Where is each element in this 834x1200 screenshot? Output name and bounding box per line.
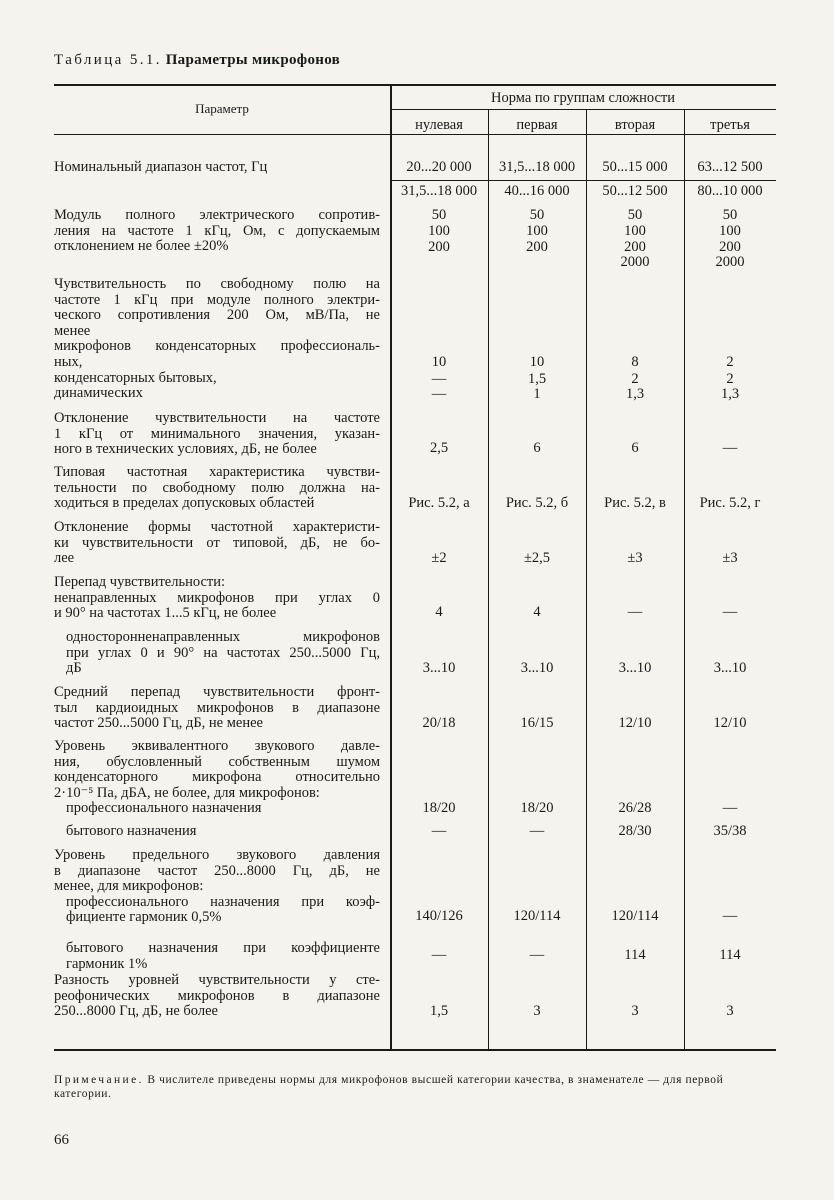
table-cell-value: 50 (627, 207, 643, 223)
parameter-line: и 90° на частотах 1...5 кГц, не более (54, 605, 277, 622)
parameter-line: бытового назначения (66, 823, 197, 839)
table-row-parameter (54, 575, 380, 622)
table-cell-value: — (722, 440, 738, 456)
table-cell-value: 1,3 (720, 386, 740, 402)
table-cell-value: 200 (428, 239, 450, 255)
table-cell-value: 114 (624, 947, 646, 963)
table-note (54, 1073, 776, 1101)
table-row-parameter (54, 630, 380, 677)
parameter-line: ческого сопротивления 200 Ом, мВ/Па, не (54, 307, 380, 324)
table-cell-value: — (722, 604, 738, 620)
parameter-line: частоте 1 кГц при модуле полного электри- (54, 291, 380, 308)
parameter-line: конденсаторных бытовых, (54, 369, 217, 386)
parameter-line: ки чувствительности от типовой, дБ, не бо- (54, 534, 380, 551)
parameter-line: менее (54, 322, 91, 339)
group-column-header: Норма по группам сложности (490, 90, 676, 106)
table-title: Параметры микрофонов (165, 52, 341, 68)
table-cell-value: 1 (533, 386, 541, 402)
parameter-line: частот 250...5000 Гц, дБ, не менее (54, 715, 263, 732)
column-header-third: третья (710, 117, 750, 133)
table-row-parameter (54, 685, 380, 732)
table-cell-value: — (722, 800, 738, 816)
table-row-parameter (54, 465, 380, 512)
table-cell-value: 31,5...18 000 (498, 159, 576, 175)
parameter-line: отклонением не более ±20% (54, 238, 229, 255)
table-cell-value: 18/20 (422, 800, 456, 816)
parameter-line: реофонических микрофонов в диапазоне (54, 987, 380, 1004)
table-row-parameter (54, 411, 380, 458)
parameter-line: менее, для микрофонов: (54, 878, 204, 895)
table-cell-value: 200 (719, 239, 741, 255)
table-cell-value: Рис. 5.2, б (505, 495, 569, 511)
table-cell-value: 2 (631, 371, 639, 387)
table-cell-value: 140/126 (415, 908, 463, 924)
parameter-line: Разность уровней чувствительности у сте- (54, 972, 380, 988)
table-cell-value: 50...15 000 (602, 159, 668, 175)
table-cell-value: 20...20 000 (406, 159, 472, 175)
table-cell-value: 120/114 (611, 908, 659, 924)
table-number: Таблица 5.1. (54, 52, 162, 68)
table-cell-value: 50 (529, 207, 545, 223)
parameter-column-header: Параметр (195, 101, 249, 116)
table-cell-value: 2 (726, 371, 734, 387)
parameter-line: фициенте гармоник 0,5% (66, 909, 222, 926)
table-row-parameter (54, 739, 380, 817)
table-row-parameter (54, 824, 380, 840)
table-cell-value: 1,5 (527, 371, 547, 387)
table-cell-value: 50 (722, 207, 738, 223)
table-cell-value: 20/18 (422, 715, 456, 731)
table-cell-value: 3...10 (713, 660, 747, 676)
table-row-parameter (54, 848, 380, 926)
table-cell-value: 114 (719, 947, 741, 963)
table-cell-value: 16/15 (520, 715, 554, 731)
table-cell-value: 100 (624, 223, 646, 239)
table-cell-value: 35/38 (713, 823, 747, 839)
table-cell-value: 50 (431, 207, 447, 223)
table-cell-value: ±2,5 (523, 550, 551, 566)
parameter-line: Номинальный диапазон частот, Гц (54, 159, 268, 175)
group-header-rule (390, 109, 776, 110)
table-cell-value: 6 (631, 440, 639, 456)
table-cell-value: 31,5...18 000 (400, 183, 478, 199)
header-bottom-rule (54, 134, 776, 135)
table-cell-value: 26/28 (618, 800, 652, 816)
table-cell-value: — (431, 947, 447, 963)
table-cell-value: — (529, 947, 545, 963)
parameter-line: Уровень эквивалентного звукового давле- (54, 738, 380, 754)
parameter-line: Отклонение чувствительности на частоте (54, 410, 380, 426)
table-row-parameter (54, 973, 380, 1020)
table-cell-value: 40...16 000 (504, 183, 570, 199)
table-cell-value: 12/10 (713, 715, 747, 731)
table-cell-value: 4 (533, 604, 541, 620)
table-cell-value: ±3 (722, 550, 738, 566)
parameter-line: 250...8000 Гц, дБ, не более (54, 1003, 218, 1020)
parameter-line: ных, (54, 353, 83, 370)
parameter-line: 1 кГц от минимального значения, указан- (54, 425, 380, 442)
parameter-line: лее (54, 550, 75, 567)
table-cell-value: 8 (631, 354, 639, 370)
parameter-line: профессионального назначения при коэф- (66, 893, 380, 910)
parameter-line: при углах 0 и 90° на частотах 250...5000 Гц, (66, 644, 380, 661)
table-cell-value: Рис. 5.2, г (699, 495, 761, 511)
table-cell-value: ±2 (431, 550, 447, 566)
range-row-rule (390, 180, 776, 181)
table-cell-value: 4 (435, 604, 443, 620)
note-lead: Примечание. (54, 1074, 144, 1086)
table-cell-value: — (722, 908, 738, 924)
table-cell-value: 3 (631, 1003, 639, 1019)
table-cell-value: 3...10 (520, 660, 554, 676)
parameter-line: Средний перепад чувствительности фронт- (54, 684, 380, 700)
table-cell-value: 2 (726, 354, 734, 370)
table-cell-value: 100 (428, 223, 450, 239)
table-row-parameter (54, 277, 380, 402)
parameter-line: микрофонов конденсаторных профессиональ- (54, 338, 380, 355)
table-caption (54, 52, 340, 69)
table-row-parameter (54, 941, 380, 972)
parameter-line: тельности по свободному полю должна на- (54, 479, 380, 496)
table-cell-value: Рис. 5.2, а (408, 495, 470, 511)
parameter-line: 2·10⁻⁵ Па, дБА, не более, для микрофонов: (54, 784, 320, 801)
parameter-line: ходиться в пределах допусковых областей (54, 495, 315, 512)
parameter-line: Уровень предельного звукового давления (54, 847, 380, 863)
parameter-line: односторонненаправленных микрофонов (66, 629, 380, 645)
table-cell-value: 28/30 (618, 823, 652, 839)
parameter-line: в диапазоне частот 250...8000 Гц, дБ, не (54, 862, 380, 879)
table-cell-value: 10 (529, 354, 545, 370)
parameter-line: Отклонение формы частотной характеристи- (54, 519, 380, 535)
table-cell-value: 63...12 500 (697, 159, 763, 175)
table-cell-value: 120/114 (513, 908, 561, 924)
table-cell-value: — (431, 371, 447, 387)
table-cell-value: 50...12 500 (602, 183, 668, 199)
parameter-line: ного в технических условиях, дБ, не более (54, 441, 317, 458)
parameter-line: бытового назначения при коэффициенте (66, 940, 380, 956)
column-header-zero: нулевая (415, 117, 463, 133)
table-cell-value: — (627, 604, 643, 620)
table-cell-value: ±3 (627, 550, 643, 566)
parameter-line: ления на частоте 1 кГц, Ом, с допускаемым (54, 222, 380, 239)
table-cell-value: — (529, 823, 545, 839)
table-cell-value: 80...10 000 (697, 183, 763, 199)
table-row-parameter (54, 160, 380, 176)
parameter-line: дБ (66, 660, 82, 677)
table-cell-value: 3 (726, 1003, 734, 1019)
table-cell-value: 200 (624, 239, 646, 255)
page-number: 66 (54, 1132, 69, 1148)
table-cell-value: 18/20 (520, 800, 554, 816)
parameter-line: тыл кардиоидных микрофонов в диапазоне (54, 699, 380, 716)
table-cell-value: 2000 (620, 254, 650, 270)
parameter-line: гармоник 1% (66, 955, 148, 972)
table-cell-value: 1,5 (429, 1003, 449, 1019)
table-cell-value: 10 (431, 354, 447, 370)
table-row-parameter (54, 208, 380, 255)
table-cell-value: 200 (526, 239, 548, 255)
table-row-parameter (54, 520, 380, 567)
table-cell-value: Рис. 5.2, в (604, 495, 666, 511)
parameter-line: конденсаторного микрофона относительно (54, 769, 380, 786)
table-cell-value: 100 (719, 223, 741, 239)
table-cell-value: — (431, 386, 447, 402)
parameter-line: профессионального назначения (66, 800, 262, 817)
parameter-line: Типовая частотная характеристика чувстви- (54, 464, 380, 480)
parameter-line: Чувствительность по свободному полю на (54, 276, 380, 292)
table-cell-value: 6 (533, 440, 541, 456)
column-header-first: первая (516, 117, 558, 133)
table-cell-value: 3...10 (618, 660, 652, 676)
table-cell-value: 100 (526, 223, 548, 239)
table-cell-value: 2000 (715, 254, 745, 270)
table-cell-value: 1,3 (625, 386, 645, 402)
parameter-line: Модуль полного электрического сопротив- (54, 207, 380, 223)
parameter-line: ния, обусловленный собственным шумом (54, 753, 380, 770)
note-text: В числителе приведены нормы для микрофонов высшей категории качества, в знаменателе — для первой категории. (54, 1074, 724, 1100)
table-cell-value: 3...10 (422, 660, 456, 676)
table-top-rule (54, 84, 776, 86)
table-cell-value: 12/10 (618, 715, 652, 731)
table-cell-value: — (431, 823, 447, 839)
parameter-line: ненаправленных микрофонов при углах 0 (54, 589, 380, 606)
parameter-line: динамических (54, 385, 143, 402)
table-cell-value: 3 (533, 1003, 541, 1019)
column-header-second: вторая (614, 117, 656, 133)
parameter-line: Перепад чувствительности: (54, 574, 226, 590)
table-cell-value: 2,5 (429, 440, 449, 456)
table-bottom-rule (54, 1049, 776, 1051)
